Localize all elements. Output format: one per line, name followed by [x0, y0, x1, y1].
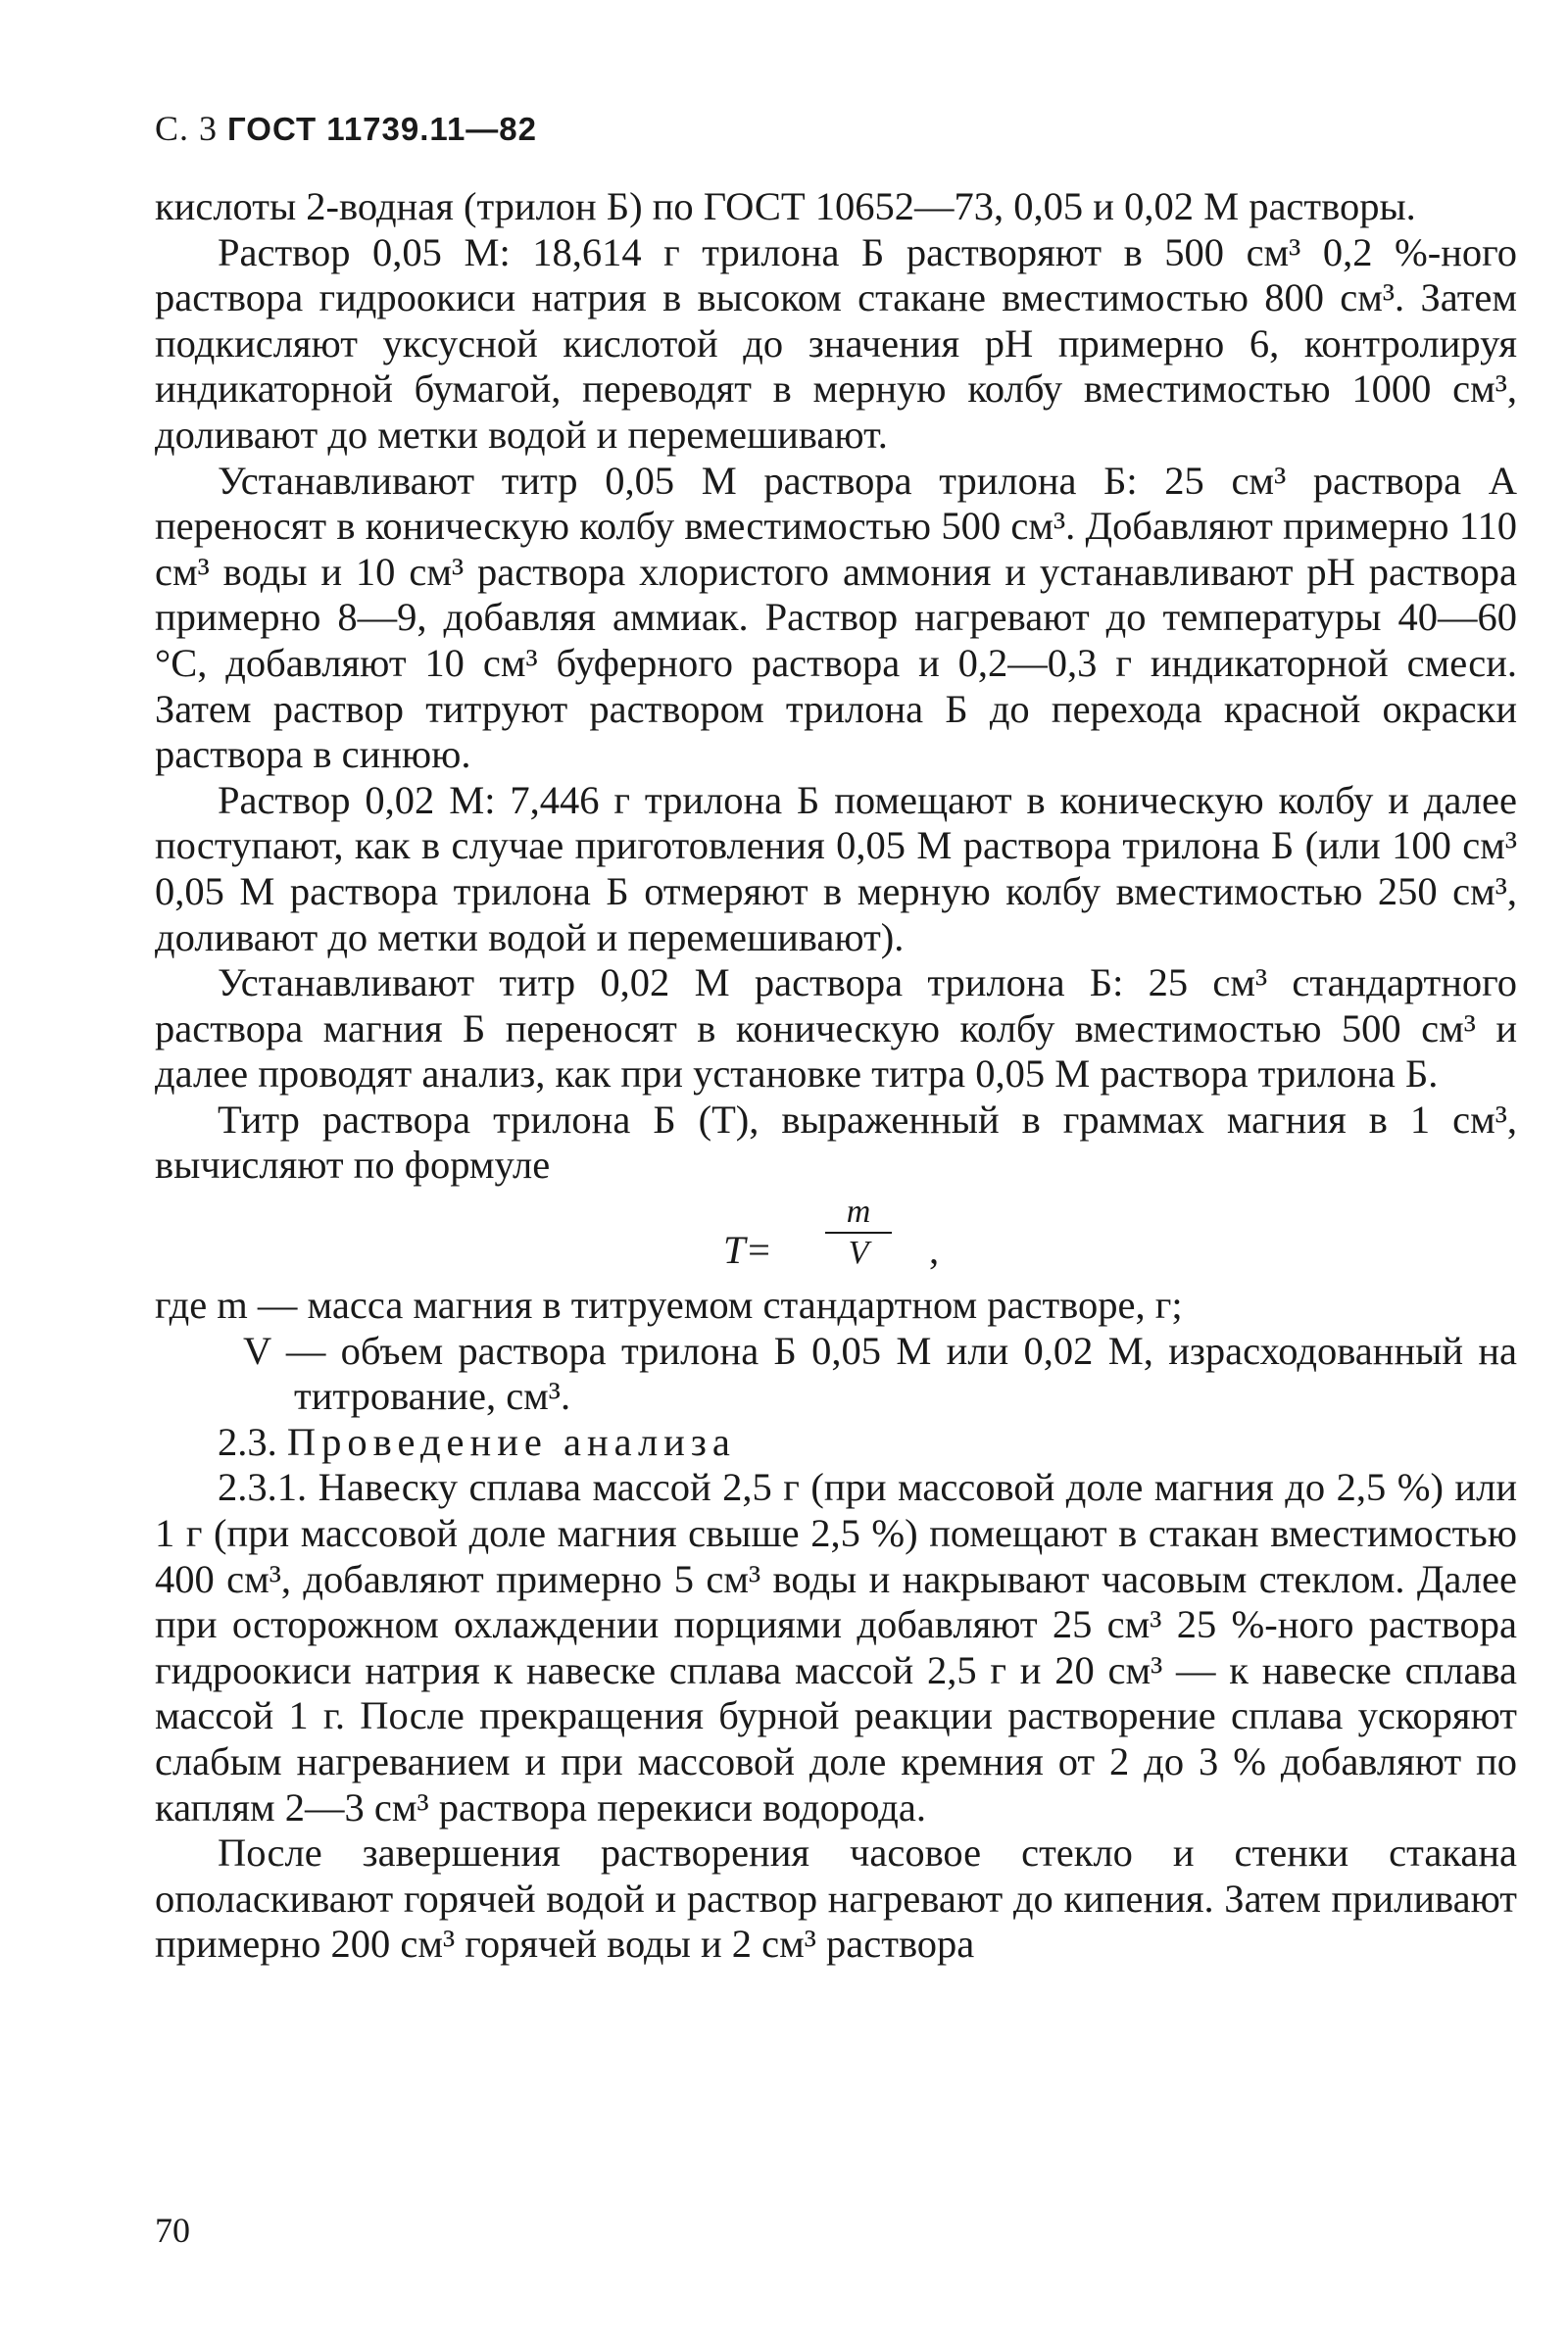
section-title: Проведение анализа	[286, 1419, 736, 1464]
section-number: 2.3.	[218, 1419, 277, 1464]
section-heading	[155, 1420, 1517, 1466]
formula-lhs: T=	[723, 1228, 772, 1273]
formula	[155, 1189, 1517, 1283]
paragraph: После завершения растворения часовое стекло и стенки стакана ополаскивают горячей водой и раствор нагревают до кипения. Затем приливают примерно 200 см³ горячей воды и 2 см³ раствора	[155, 1830, 1517, 1967]
definition-m: где m — масса магния в титруемом стандартном растворе, г;	[155, 1283, 1183, 1328]
page-header	[155, 108, 537, 149]
paragraph: кислоты 2-водная (трилон Б) по ГОСТ 10652—73, 0,05 и 0,02 М растворы.	[155, 184, 1416, 228]
paragraph: Устанавливают титр 0,05 М раствора трилона Б: 25 см³ раствора А переносят в коническую колбу вместимостью 500 см³. Добавляют примерно 110 см³ воды и 10 см³ раствора хлористого аммония и устанавливают pH раствора примерно 8—9, добавляя аммиак. Раствор нагревают до температуры 40—60 °C, добавляют 10 см³ буферного раствора и 0,2—0,3 г индикаторной смеси. Затем раствор титруют раствором трилона Б до перехода красной окраски раствора в синюю.	[155, 458, 1517, 777]
paragraph: Раствор 0,05 М: 18,614 г трилона Б растворяют в 500 см³ 0,2 %-ного раствора гидроокиси натрия в высоком стакане вместимостью 800 см³. Затем подкисляют уксусной кислотой до значения pH примерно 6, контролируя индикаторной бумагой, переводят в мерную колбу вместимостью 1000 см³, доливают до метки водой и перемешивают.	[155, 229, 1517, 457]
paragraph: 2.3.1. Навеску сплава массой 2,5 г (при массовой доле магния до 2,5 %) или 1 г (при массовой доле магния свыше 2,5 %) помещают в стакан вместимостью 400 см³, добавляют примерно 5 см³ воды и накрывают часовым стеклом. Далее при осторожном охлаждении порциями добавляют 25 см³ 25 %-ного раствора гидроокиси натрия к навеске сплава массой 2,5 г и 20 см³ — к навеске сплава массой 1 г. После прекращения бурной реакции растворение сплава ускоряют слабым нагреванием и при массовой доле кремния от 2 до 3 % добавляют по каплям 2—3 см³ раствора перекиси водорода.	[155, 1465, 1517, 1830]
header-standard: ГОСТ 11739.11—82	[227, 111, 537, 147]
formula-denominator: V	[848, 1235, 869, 1272]
body-text	[155, 184, 1517, 1968]
page-number: 70	[155, 2211, 190, 2250]
paragraph: Устанавливают титр 0,02 М раствора трилона Б: 25 см³ стандартного раствора магния Б переносят в коническую колбу вместимостью 500 см³ и далее проводят анализ, как при установке титра 0,05 М раствора трилона Б.	[155, 960, 1517, 1097]
paragraph: Титр раствора трилона Б (T), выраженный в граммах магния в 1 см³, вычисляют по формуле	[155, 1097, 1517, 1188]
formula-numerator: m	[825, 1195, 892, 1234]
formula-fraction	[825, 1195, 892, 1271]
formula-comma: ,	[929, 1228, 940, 1273]
header-page-ref: С. 3	[155, 109, 219, 148]
paragraph: Раствор 0,02 М: 7,446 г трилона Б помещают в коническую колбу и далее поступают, как в случае приготовления 0,05 М раствора трилона Б (или 100 см³ 0,05 М раствора трилона Б отмеряют в мерную колбу вместимостью 250 см³, доливают до метки водой и перемешивают).	[155, 777, 1517, 959]
definition-v: V — объем раствора трилона Б 0,05 М или 0,02 М, израсходованный на титрование, см³.	[243, 1328, 1517, 1419]
